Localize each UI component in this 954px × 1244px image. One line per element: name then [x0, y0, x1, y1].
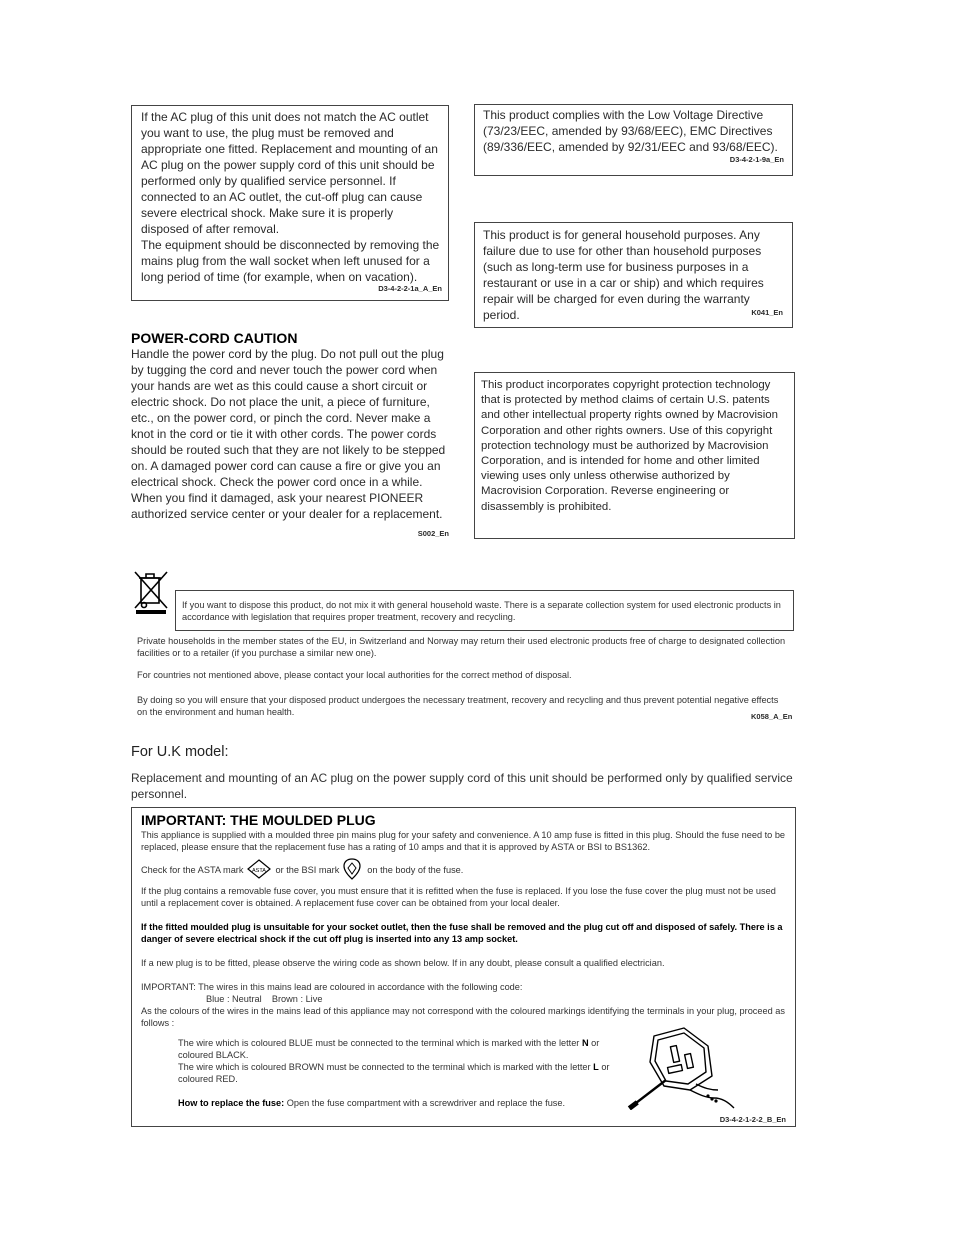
fuse-body-text: on the body of the fuse.	[367, 865, 464, 875]
power-cord-text: Handle the power cord by the plug. Do not pull out the plug by tugging the cord and never touch the power cord when your hands are wet as this could cause a short circuit or electric shock. Do not place the unit, a piece of furniture, etc., on the power cord, or pinch the cord. Never make a knot in the cord or tie it with other cords. The power cords should be routed such that they are not likely to be stepped on. A damaged power cord can cause a fire or give you an electrical shock. Check the power cord once in a while. When you find it damaged, ask your nearest PIONEER authorized service center or your dealer for a replacement.	[131, 347, 446, 521]
wire-colour-text: IMPORTANT: The wires in this mains lead are coloured in accordance with the following code:	[141, 982, 523, 992]
new-plug-text: If a new plug is to be fitted, please observe the wiring code as shown below. If in any doubt, please consult a qualified electrician.	[141, 958, 665, 968]
weee-code: K058_A_En	[751, 712, 793, 721]
weee-households-text: Private households in the member states of the EU, in Switzerland and Norway may return their used electronic products free of charge to designated collection facilities or to a retailer (if you purchase a similar new one).	[137, 636, 786, 658]
weee-other-countries-text: For countries not mentioned above, please contact your local authorities for the correct method of disposal.	[137, 670, 572, 680]
bsi-kitemark-icon	[343, 858, 361, 883]
colour-mismatch-text: As the colours of the wires in the mains lead of this appliance may not correspond with the coloured markings identifying the terminals in your plug, proceed as follows :	[141, 1006, 785, 1028]
ac-plug-code: D3-4-2-2-1a_A_En	[378, 284, 442, 293]
disconnect-text: The equipment should be disconnected by removing the mains plug from the wall socket when left unused for a long period of time (for example, when on vacation).	[141, 238, 440, 284]
power-cord-section	[131, 330, 453, 542]
power-cord-heading: POWER-CORD CAUTION	[131, 330, 298, 346]
cut-off-plug-warning: If the fitted moulded plug is unsuitable for your socket outlet, then the fuse shall be removed and the plug cut off and disposed of safely. There is a danger of severe electrical shock if the cut off plug is inserted into any 13 amp socket.	[141, 922, 783, 944]
copyright-protection-box	[474, 372, 795, 539]
household-text: This product is for general household purposes. Any failure due to use for other than household purposes (such as long-term use for business purposes in a restaurant or use in a car or ship) and which requires repair will be charged for even during the warranty period.	[483, 228, 764, 322]
moulded-plug-body	[141, 829, 789, 1029]
weee-box-text: If you want to dispose this product, do not mix it with general household waste. There is a separate collection system for used electronic products in accordance with legislation that requires proper treatment, recovery and recycling.	[182, 600, 781, 622]
fuse-replace-text: How to replace the fuse: Open the fuse compartment with a screwdriver and replace the fuse.	[178, 1098, 566, 1108]
uk-model-title: For U.K model:	[131, 744, 229, 760]
asta-mark-icon	[247, 859, 271, 882]
wire-codes: Blue : Neutral Brown : Live	[206, 994, 323, 1004]
moulded-plug-code: D3-4-2-1-2-2_B_En	[719, 1115, 786, 1124]
power-cord-code: S002_En	[417, 529, 449, 538]
asta-bsi-line	[141, 860, 789, 880]
bsi-text: or the BSI mark	[275, 865, 340, 875]
uk-plug-illustration	[626, 1024, 738, 1110]
lvd-compliance-box	[474, 104, 793, 176]
household-code: K041_En	[751, 308, 783, 317]
asta-text: Check for the ASTA mark	[141, 865, 244, 875]
lvd-code: D3-4-2-1-9a_En	[729, 155, 784, 164]
fuse-rating-text: This appliance is supplied with a moulded three pin mains plug for your safety and convenience. A 10 amp fuse is fitted in this plug. Should the fuse need to be replaced, please ensure that the replacement fuse has a rating of 10 amps and that it is approved by ASTA or BSI to BS1362.	[141, 830, 786, 852]
fuse-cover-text: If the plug contains a removable fuse cover, you must ensure that it is refitted when the fuse is replaced. If you lose the fuse cover the plug must not be used until a replacement cover is obtained. A replacement fuse cover can be obtained from your local dealer.	[141, 886, 776, 908]
moulded-plug-box	[131, 807, 796, 1127]
wiring-instructions	[178, 1037, 626, 1109]
brown-wire-text: The wire which is coloured BROWN must be connected to the terminal which is marked with the letter L or coloured RED.	[178, 1062, 610, 1084]
weee-notice-box	[175, 590, 794, 631]
svg-text:ASTA: ASTA	[252, 867, 267, 874]
household-use-box	[474, 222, 793, 328]
weee-details	[137, 635, 793, 718]
blue-wire-text: The wire which is coloured BLUE must be connected to the terminal which is marked with the letter N or coloured BLACK.	[178, 1038, 600, 1060]
weee-effects-text: By doing so you will ensure that your disposed product undergoes the necessary treatment, recovery and recycling and thus prevent potential negative effects on the environment and human health.	[137, 695, 779, 717]
lvd-text: This product complies with the Low Voltage Directive (73/23/EEC, amended by 93/68/EEC), EMC Directives (89/336/EEC, amended by 92/31/EEC and 93/68/EEC).	[483, 108, 778, 154]
copyright-text: This product incorporates copyright protection technology that is protected by method claims of certain U.S. patents and other intellectual property rights owned by Macrovision Corporation and other rights owners. Use of this copyright protection technology must be authorized by Macrovision Corporation, and is intended for home and other limited viewing uses only unless otherwise authorized by Macrovision Corporation. Reverse engineering or disassembly is prohibited.	[481, 379, 778, 513]
ac-plug-notice-box	[131, 105, 449, 301]
crossed-out-wheelie-bin-icon	[129, 569, 173, 615]
moulded-plug-heading: IMPORTANT: THE MOULDED PLUG	[141, 812, 376, 828]
uk-intro-text: Replacement and mounting of an AC plug on the power supply cord of this unit should be performed only by qualified service personnel.	[131, 771, 793, 801]
ac-plug-text: If the AC plug of this unit does not match the AC outlet you want to use, the plug must be removed and appropriate one fitted. Replacement and mounting of an AC plug on the power supply cord of this unit should be performed only by qualified service personnel. If connected to an AC outlet, the cut-off plug can cause severe electrical shock. Make sure it is properly disposed of after removal.	[141, 110, 438, 236]
